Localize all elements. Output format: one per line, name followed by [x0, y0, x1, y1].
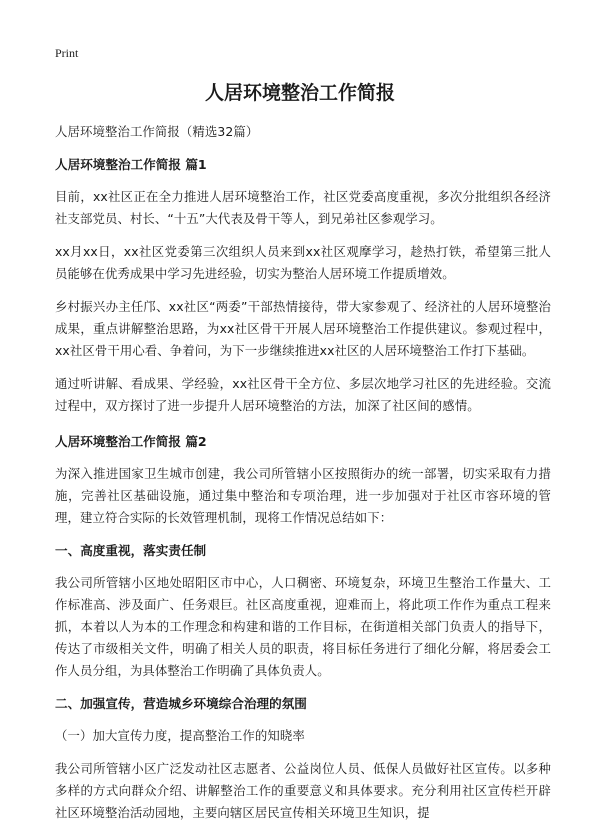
paragraph: 我公司所管辖小区地处昭阳区市中心，人口稠密、环境复杂，环境卫生整治工作量大、工作标准高、涉及面广、任务艰巨。社区高度重视，迎难而上，将此项工作作为重点工程来抓，本着以人为本的工作理念和构建和谐的工作目标，在街道相关部门负责人的指导下，传达了市级相关文件，明确了相关人员的职责，将目标任务进行了细化分解，将居委会工作人员分组，为具体整治工作明确了具体负责人。	[55, 575, 551, 678]
paragraph: xx月xx日，xx社区党委第三次组织人员来到xx社区观摩学习，趁热打铁，希望第三批人员能够在优秀成果中学习先进经验，切实为整治人居环境工作提质增效。	[55, 244, 551, 281]
paragraph: 为深入推进国家卫生城市创建，我公司所管辖小区按照街办的统一部署，切实采取有力措施，完善社区基础设施，通过集中整治和专项治理，进一步加强对于社区市容环境的管理，建立符合实际的长效管理机制，现将工作情况总结如下：	[55, 466, 551, 525]
print-link[interactable]: Print	[55, 46, 79, 60]
sub-heading: （一）加大宣传力度，提高整治工作的知晓率	[55, 728, 305, 743]
paragraph: 通过听讲解、看成果、学经验，xx社区骨干全方位、多层次地学习社区的先进经验。交流过程中，双方探讨了进一步提升人居环境整治的方法，加深了社区间的感情。	[55, 376, 551, 413]
paragraph: 乡村振兴办主任邝、xx社区“两委”干部热情接待，带大家参观了、经济社的人居环境整治成果，重点讲解整治思路，为xx社区骨干开展人居环境整治工作提供建议。参观过程中，xx社区骨干用心看、争着问，为下一步继续推进xx社区的人居环境整治工作打下基础。	[55, 299, 551, 358]
section-heading-1: 人居环境整治工作简报 篇1	[55, 157, 207, 172]
document-subtitle: 人居环境整治工作简报（精选32篇）	[55, 124, 259, 139]
document-body	[55, 121, 551, 835]
document-title: 人居环境整治工作简报	[204, 82, 395, 104]
part-heading-1: 一、高度重视，落实责任制	[55, 543, 207, 558]
section-heading-2: 人居环境整治工作简报 篇2	[55, 434, 207, 449]
part-heading-2: 二、加强宣传，营造城乡环境综合治理的氛围	[55, 696, 307, 711]
paragraph: 我公司所管辖小区广泛发动社区志愿者、公益岗位人员、低保人员做好社区宣传。以多种多样的方式向群众介绍、讲解整治工作的重要意义和具体要求。充分利用社区宣传栏开辟社区环境整治活动园地，主要向辖区居民宣传相关环境卫生知识，提	[55, 761, 551, 820]
paragraph: 目前，xx社区正在全力推进人居环境整治工作，社区党委高度重视，多次分批组织各经济社支部党员、村长、“十五”大代表及骨干等人，到兄弟社区参观学习。	[55, 189, 551, 226]
